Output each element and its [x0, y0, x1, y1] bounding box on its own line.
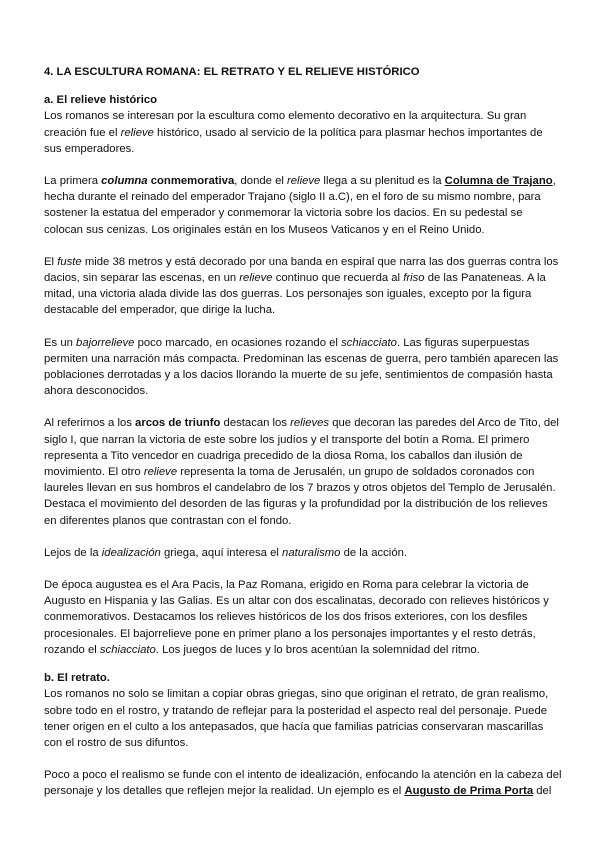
- text: mide 38 metros y está decorado por una banda en espiral que narra las dos guerras contra los dacios, sin separar las escenas, en un: [44, 255, 559, 285]
- paragraph-a5: [44, 415, 562, 528]
- italic-term: schiacciato: [341, 336, 397, 349]
- text: Al referirnos a los: [44, 417, 136, 430]
- italic-term: schiacciato: [99, 643, 156, 656]
- paragraph-a4: [44, 335, 562, 400]
- text: griega, aquí interesa el: [160, 546, 283, 559]
- text: Es un: [44, 336, 77, 349]
- text: Lejos de la: [44, 546, 102, 559]
- paragraph-a3: [44, 254, 562, 319]
- document-page: [44, 64, 562, 816]
- text: Los romanos no solo se limitan a copiar obras griegas, sino que originan el retrato, de gran realismo, sobre todo en el rostro, y tratando de reflejar para la posteridad el aspecto real del personaje. Puede tener origen en el culto a los antepasados, que hacía que familias patricias conservaran mascarillas con el rostro de sus difuntos.: [44, 688, 549, 749]
- bold-term: conmemorativa: [147, 175, 235, 188]
- text: Poco a poco el realismo se funde con el intento de idealización, enfocando la atención en la cabeza del personaje y los detalles que reflejen mejor la realidad. Un ejemplo es el: [44, 769, 562, 798]
- italic-term: relieve: [143, 466, 178, 479]
- text: El: [44, 255, 58, 268]
- italic-term: idealización: [101, 546, 161, 559]
- columna-de-trajano-link[interactable]: Columna de Trajano: [444, 175, 553, 188]
- section-b-heading: b. El retrato.: [44, 672, 110, 685]
- bold-italic-term: columna: [101, 175, 148, 188]
- document-title: 4. LA ESCULTURA ROMANA: EL RETRATO Y EL RELIEVE HISTÓRICO: [44, 66, 420, 78]
- paragraph-b1: [44, 686, 562, 751]
- italic-term: relieves: [290, 417, 330, 430]
- text: , hecha durante el reinado del emperador Trajano (siglo II a.C), en el foro de su mismo nombre, para sostener la estatua del emperador y conmemorar la victoria sobre los dacios. En su pedestal se colocan sus cenizas. Los originales están en los Museos Vaticanos y en el Reino Unido.: [44, 175, 556, 236]
- text: . Las figuras superpuestas permiten una narración más compacta. Predominan las escenas de guerra, pero también aparecen las poblaciones derrotadas y a los dacios llorando la muerte de su jefe, sentimientos de compasión hasta ahora desconocidos.: [44, 336, 559, 398]
- text: llega a su plenitud es la: [320, 175, 445, 188]
- text: continuo que recuerda al: [272, 272, 404, 285]
- italic-term: friso: [403, 272, 425, 285]
- paragraph-a7: [44, 577, 562, 658]
- paragraph-b2: [44, 767, 562, 799]
- text: Los romanos se interesan por la escultura como elemento decorativo en la arquitectura. Su gran creación fue el: [44, 110, 527, 139]
- italic-term: relieve: [120, 126, 154, 139]
- paragraph-a2: [44, 173, 562, 238]
- text: histórico, usado al servicio de la política para plasmar hechos importantes de sus emperadores.: [44, 126, 543, 155]
- text: del: [533, 785, 552, 798]
- text: poco marcado, en ocasiones rozando el: [134, 336, 342, 349]
- text: de las Panateneas. A la mitad, una victoria alada divide las dos guerras. Los personajes son iguales, excepto por la figura destacable del emperador, que dirige la lucha.: [44, 272, 546, 317]
- italic-term: naturalismo: [282, 546, 341, 559]
- italic-term: bajorrelieve: [76, 336, 135, 349]
- bold-term: arcos de triunfo: [135, 417, 221, 430]
- text: de la acción.: [340, 546, 408, 559]
- text: destacan los: [220, 417, 291, 430]
- paragraph-a6: [44, 545, 562, 561]
- section-a-heading: a. El relieve histórico: [44, 94, 158, 107]
- text: De época augustea es el Ara Pacis, la Paz Romana, erigido en Roma para celebrar la victoria de Augusto en Hispania y las Galias. Es un altar con dos escalinatas, decorado con relieves históricos y conmemorativos. Destacamos los relieves históricos de los dos frisos exteriores, con los desfiles procesionales. El bajorrelieve pone en primer plano a los personajes importantes y el resto detrás, rozando el: [44, 579, 549, 656]
- italic-term: relieve: [287, 175, 321, 188]
- italic-term: relieve: [239, 272, 273, 285]
- text: . Los juegos de luces y lo bros acentúan la solemnidad del ritmo.: [155, 643, 480, 656]
- text: , donde el: [234, 175, 288, 188]
- text: representa la toma de Jerusalén, un grupo de soldados coronados con laureles llevan en sus hombros el candelabro de los 7 brazos y otros objetos del Templo de Jerusalén. Destaca el movimiento del desorden de las figuras y la profundidad por la distribución de los relieves en diferentes planos que contrastan con el fondo.: [44, 466, 556, 527]
- text: que decoran las paredes del Arco de Tito, del siglo I, que narran la victoria de este sobre los judíos y el transporte del botín a Roma. El primero representa a Tito vencedor en cuadriga precedido de la diosa Roma, los caballos dan ilusión de movimiento. El otro: [44, 417, 559, 479]
- paragraph-a1: [44, 108, 562, 157]
- augusto-prima-porta-link[interactable]: Augusto de Prima Porta: [404, 785, 534, 798]
- text: La primera: [44, 175, 102, 188]
- italic-term: fuste: [57, 255, 82, 268]
